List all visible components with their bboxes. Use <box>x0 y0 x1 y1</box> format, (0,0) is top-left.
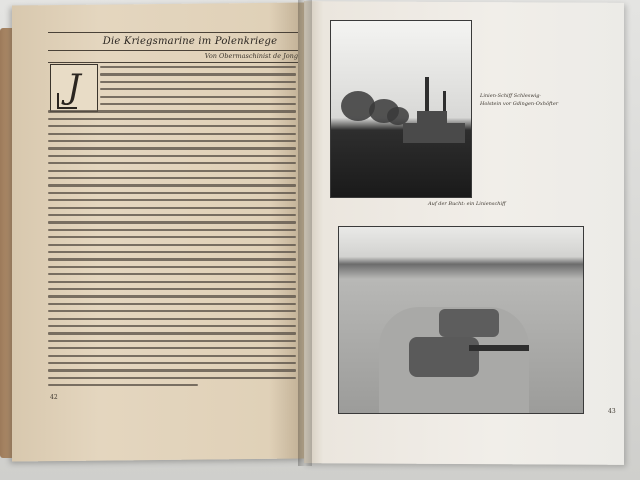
text-line <box>100 103 296 105</box>
ship-superstructure <box>417 111 447 125</box>
deck-photo <box>338 226 584 414</box>
photo-caption: Auf der Bucht: ein Linienschiff <box>428 201 506 207</box>
text-line <box>48 377 296 379</box>
text-line <box>48 355 296 357</box>
heading-rule-middle <box>48 50 298 51</box>
text-line <box>100 96 296 98</box>
text-line <box>48 303 296 305</box>
text-line <box>48 340 296 342</box>
decorative-initial <box>50 64 98 112</box>
battleship-hull <box>403 123 465 143</box>
text-line <box>48 184 296 186</box>
text-line <box>48 147 296 149</box>
gun-turret <box>409 337 479 377</box>
text-line <box>48 258 296 260</box>
text-line <box>48 281 296 283</box>
text-line <box>48 318 296 320</box>
text-line <box>100 66 296 68</box>
text-line <box>48 221 296 223</box>
chapter-heading: Die Kriegsmarine im Polenkriege <box>102 36 278 47</box>
text-line <box>48 244 296 246</box>
text-line <box>48 140 296 142</box>
text-line <box>48 207 296 209</box>
ornament-icon <box>57 93 77 109</box>
page-number-right: 43 <box>608 408 616 415</box>
gun-barrel <box>469 345 529 351</box>
author-byline: Von Obermaschinist de Jong <box>204 52 298 60</box>
text-line <box>48 177 296 179</box>
text-line <box>48 288 296 290</box>
text-line <box>48 133 296 135</box>
open-book <box>8 0 628 470</box>
text-line <box>48 170 296 172</box>
text-line <box>48 369 296 371</box>
text-line <box>48 251 296 253</box>
text-line <box>48 110 296 112</box>
book-gutter <box>298 0 312 466</box>
text-line <box>48 214 296 216</box>
text-line <box>48 229 296 231</box>
text-line <box>100 73 296 75</box>
text-line <box>48 325 296 327</box>
page-number-left: 42 <box>50 394 58 401</box>
initial-letter: J <box>67 67 81 107</box>
text-line <box>48 155 296 157</box>
photo-caption: Linien-Schiff Schleswig-Holstein vor Gdingen-Oxhöfter <box>480 93 559 107</box>
text-line <box>100 81 296 83</box>
text-line <box>48 266 296 268</box>
text-line <box>48 295 296 297</box>
text-line <box>48 192 296 194</box>
text-line <box>48 332 296 334</box>
heading-rule-bottom <box>48 62 298 63</box>
text-line <box>48 118 296 120</box>
sailor-figures <box>439 309 499 337</box>
battleship-photo <box>330 20 472 198</box>
heading-rule-top <box>48 32 298 33</box>
text-line <box>48 362 296 364</box>
